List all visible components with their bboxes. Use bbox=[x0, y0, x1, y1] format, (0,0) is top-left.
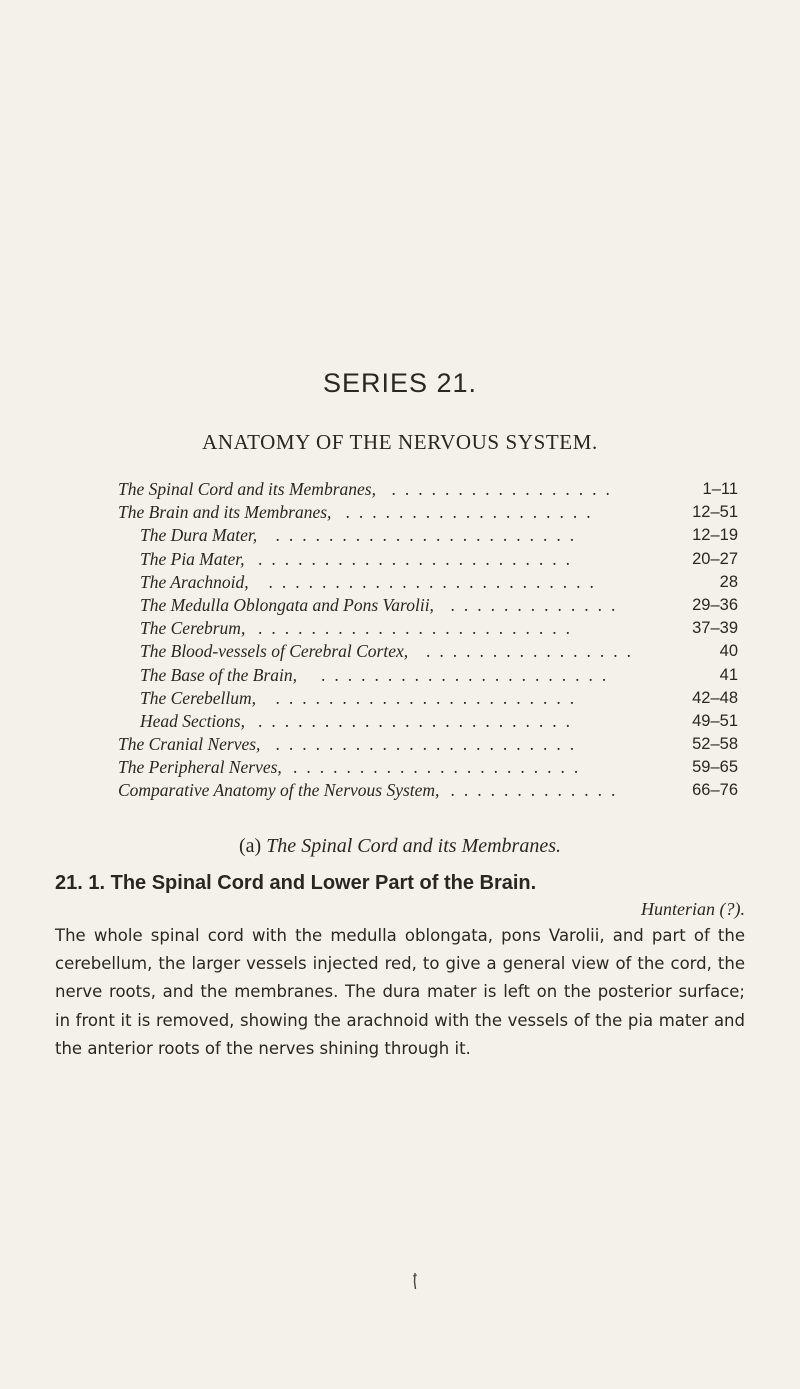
toc-entry-pages: 37–39 bbox=[692, 619, 738, 638]
toc-leader-dots: ....................... bbox=[275, 525, 584, 546]
toc-leader-dots: ........................ bbox=[258, 618, 579, 639]
item-heading: 21. 1. The Spinal Cord and Lower Part of the Brain. bbox=[55, 872, 537, 894]
toc-entry-title: Comparative Anatomy of the Nervous System, bbox=[118, 780, 440, 801]
toc-entry bbox=[118, 548, 738, 571]
toc-entry bbox=[118, 617, 738, 640]
toc-leader-dots: ............. bbox=[450, 594, 625, 615]
toc-leader-dots: ...................... bbox=[321, 664, 616, 685]
toc-entry bbox=[118, 687, 738, 710]
series-subtitle: ANATOMY OF THE NERVOUS SYSTEM. bbox=[202, 430, 598, 454]
toc-entry-title: The Base of the Brain, bbox=[140, 664, 297, 685]
toc-entry bbox=[118, 478, 738, 501]
toc-leader-dots: ......................... bbox=[268, 571, 603, 592]
item-source: Hunterian (?). bbox=[641, 899, 745, 919]
toc-entry bbox=[118, 640, 738, 663]
toc-entry-title: The Spinal Cord and its Membranes, bbox=[118, 479, 376, 499]
toc-entry-pages: 40 bbox=[719, 642, 738, 661]
toc-entry bbox=[118, 733, 738, 756]
toc-entry-pages: 12–19 bbox=[692, 526, 738, 545]
toc-entry bbox=[118, 524, 738, 547]
toc-entry-title: Head Sections, bbox=[140, 710, 245, 731]
toc-leader-dots: ....................... bbox=[275, 734, 584, 755]
toc-entry-pages: 49–51 bbox=[692, 711, 738, 730]
toc-leader-dots: ........................ bbox=[258, 710, 579, 731]
toc-entry bbox=[118, 571, 738, 594]
toc-leader-dots: ................... bbox=[345, 502, 600, 523]
toc-entry-pages: 12–51 bbox=[692, 503, 738, 522]
toc-entry-pages: 20–27 bbox=[692, 549, 738, 568]
toc-entry-pages: 41 bbox=[719, 665, 738, 684]
toc-entry-pages: 29–36 bbox=[692, 595, 738, 614]
toc-entry-title: The Dura Mater, bbox=[140, 525, 258, 546]
ink-mark-icon bbox=[412, 1272, 418, 1290]
toc-leader-dots: ................. bbox=[391, 479, 619, 499]
series-title: SERIES 21. bbox=[322, 368, 478, 398]
toc-entry-pages: 42–48 bbox=[692, 688, 738, 707]
toc-entry bbox=[118, 710, 738, 733]
toc-entry bbox=[118, 779, 738, 802]
toc-entry-title: The Pia Mater, bbox=[140, 548, 245, 569]
toc-entry-title: The Blood-vessels of Cerebral Cortex, bbox=[140, 641, 409, 662]
toc-leader-dots: ............. bbox=[450, 780, 625, 801]
subsection-title: The Spinal Cord and its Membranes. bbox=[266, 835, 562, 857]
toc-entry-title: The Brain and its Membranes, bbox=[118, 502, 332, 523]
subsection-label: (a) bbox=[238, 835, 262, 857]
toc-entry-pages: 66–76 bbox=[692, 781, 738, 800]
toc-entry-title: The Arachnoid, bbox=[140, 571, 249, 592]
toc-entry-pages: 59–65 bbox=[692, 758, 738, 777]
table-of-contents bbox=[118, 478, 738, 803]
toc-entry bbox=[118, 594, 738, 617]
toc-entry-title: The Medulla Oblongata and Pons Varolii, bbox=[140, 594, 434, 615]
toc-entry-title: The Cranial Nerves, bbox=[118, 734, 261, 755]
toc-leader-dots: ........................ bbox=[258, 548, 579, 569]
toc-entry-title: The Cerebrum, bbox=[140, 618, 246, 639]
toc-entry-pages: 28 bbox=[719, 572, 738, 591]
toc-leader-dots: ................ bbox=[426, 641, 640, 662]
toc-entry-pages: 1–11 bbox=[702, 480, 738, 498]
toc-leader-dots: ....................... bbox=[275, 687, 584, 708]
toc-entry bbox=[118, 501, 738, 524]
subsection-heading bbox=[0, 836, 800, 856]
toc-entry-pages: 52–58 bbox=[692, 735, 738, 754]
toc-entry bbox=[118, 664, 738, 687]
item-description: The whole spinal cord with the medulla oblongata, pons Varolii, and part of the cerebellum, the larger vessels injected red, to give a general view of the cord, the nerve roots, and the membranes. The dura mater is left on the posterior surface; in front it is removed, showing the arachnoid with the vessels of the pia mater and the anterior roots of the nerves shining through it. bbox=[55, 926, 745, 1058]
toc-entry bbox=[118, 756, 738, 779]
toc-leader-dots: ...................... bbox=[293, 757, 588, 778]
toc-entry-title: The Peripheral Nerves, bbox=[118, 757, 282, 778]
toc-entry-title: The Cerebellum, bbox=[140, 687, 256, 708]
